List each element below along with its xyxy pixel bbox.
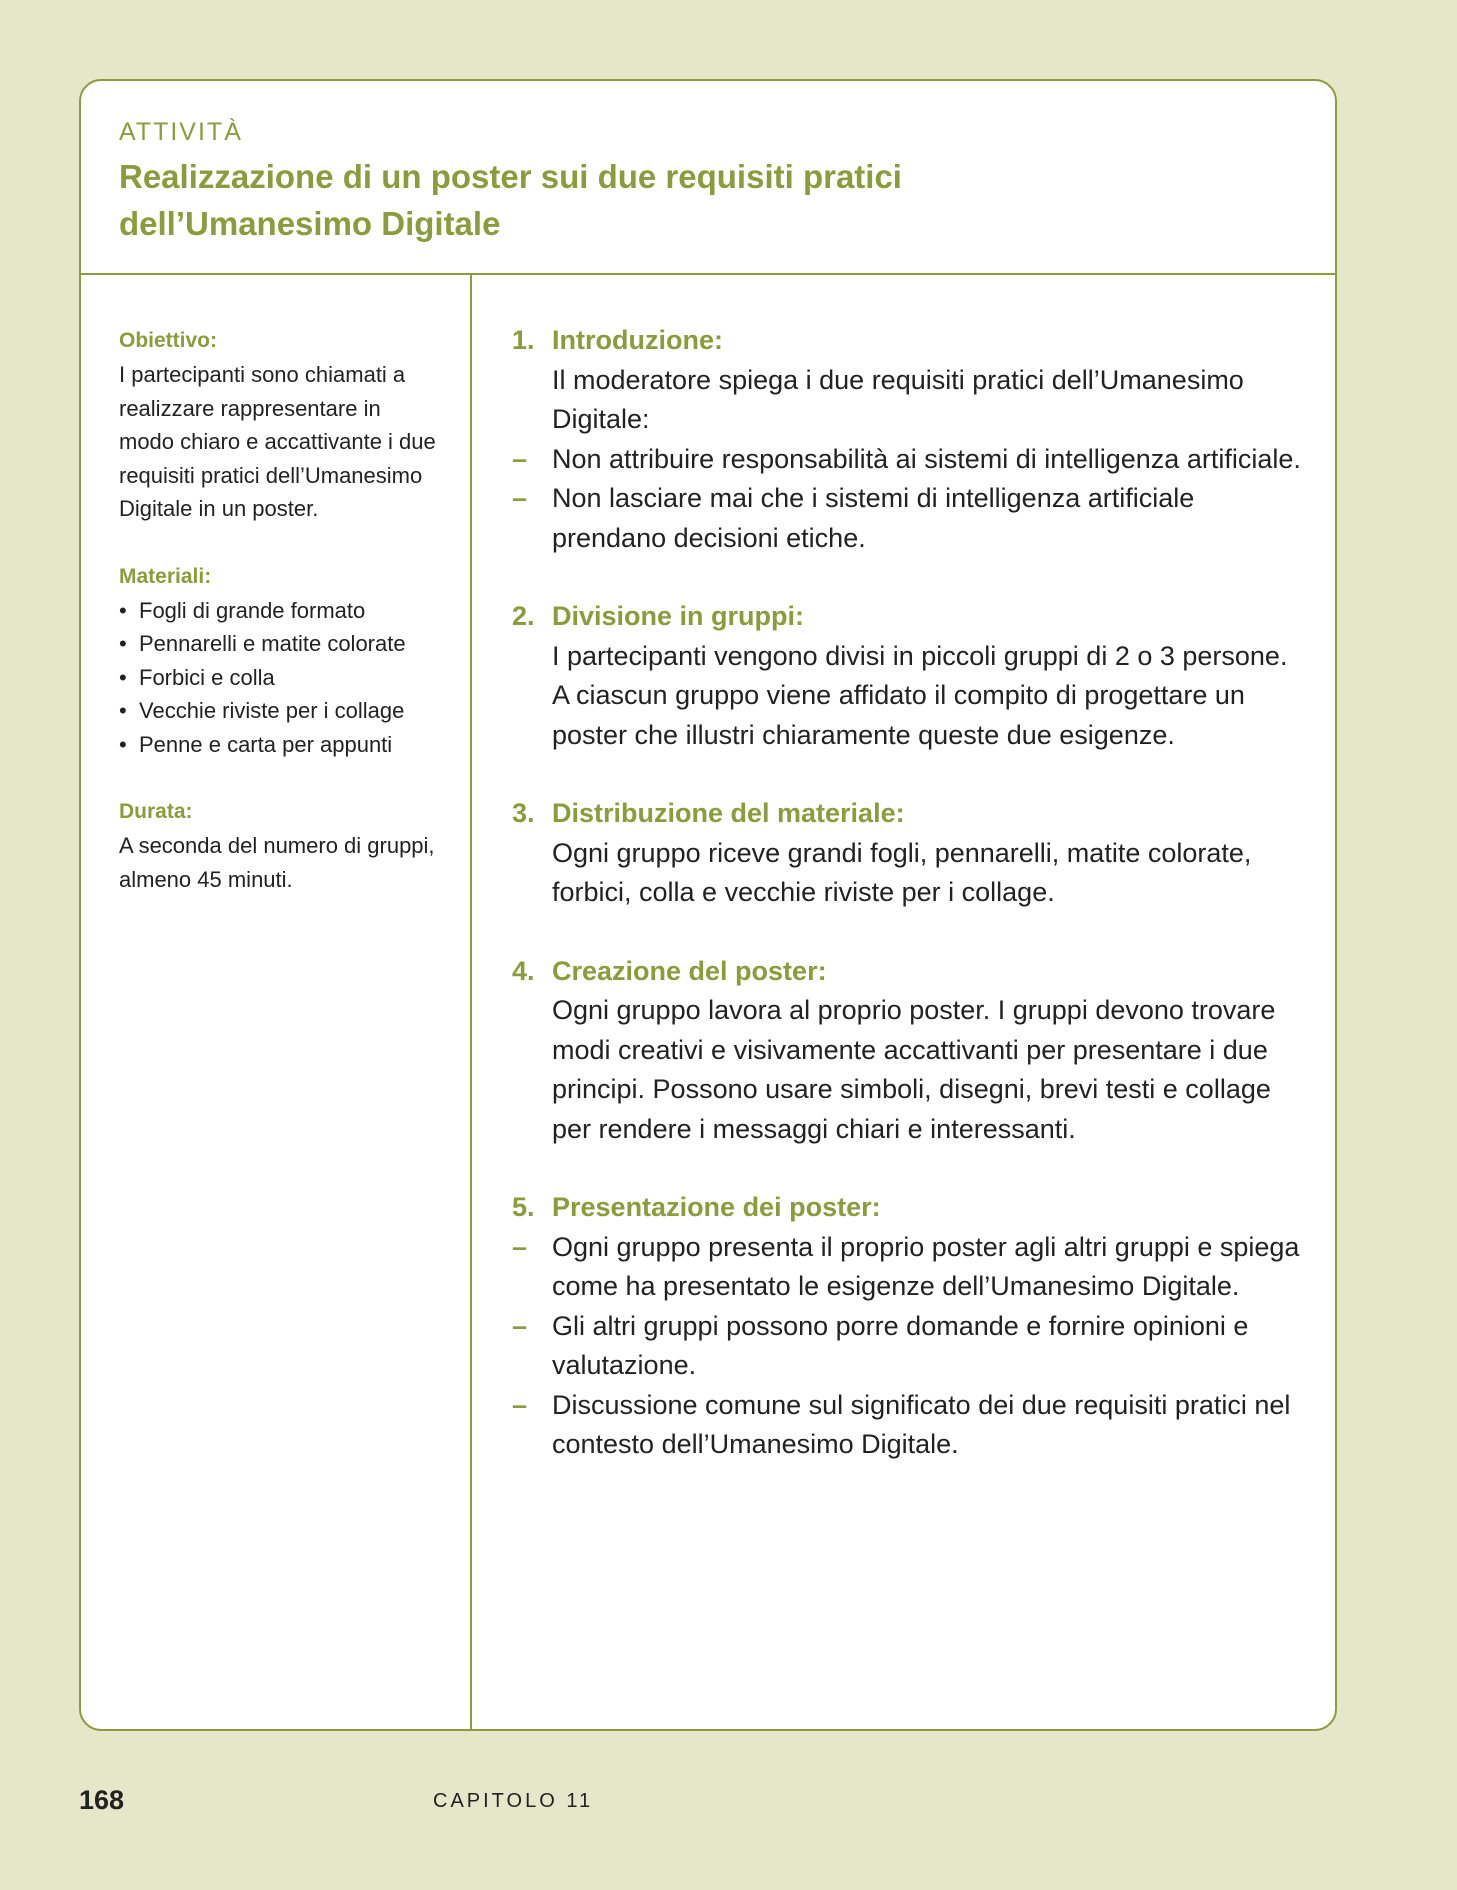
- step-heading: [512, 1188, 1305, 1228]
- bullet-icon: •: [119, 631, 127, 656]
- step-text: I partecipanti vengono divisi in piccoli gruppi di 2 o 3 persone. A ciascun gruppo viene affidato il compito di progettare un poster che illustri chiaramente queste due esigenze.: [552, 640, 1288, 750]
- dash-icon: –: [512, 1389, 528, 1420]
- dash-icon: –: [512, 443, 528, 474]
- duration-text: A seconda del numero di gruppi, almeno 45 minuti.: [119, 833, 435, 892]
- bullet-icon: •: [119, 664, 127, 690]
- step-title: Divisione in gruppi:: [552, 601, 805, 631]
- step-title: Creazione del poster:: [552, 955, 827, 986]
- list-item: • Pennarelli e matite colorate: [119, 627, 440, 661]
- card-header: [81, 81, 1335, 275]
- list-item: • Vecchie riviste per i collage: [119, 694, 440, 728]
- objective-text: I partecipanti sono chiamati a realizzare rappresentare in modo chiaro e accattivante i due requisiti pratici dell’Umanesimo Digitale in un poster.: [119, 362, 436, 521]
- list-item: • Fogli di grande formato: [119, 594, 440, 628]
- materials-section: [119, 560, 440, 762]
- step-distribuzione: [512, 794, 1305, 913]
- step-heading: [512, 321, 1305, 361]
- bullet-icon: •: [119, 731, 127, 757]
- dash-item: – Non lasciare mai che i sistemi di intelligenza artificiale prendano decisioni etiche.: [512, 479, 1305, 558]
- dash-icon: –: [512, 483, 528, 513]
- step-heading: [512, 794, 1305, 834]
- dash-item: – Ogni gruppo presenta il proprio poster agli altri gruppi e spiega come ha presentato le esigenze dell’Umanesimo Digitale.: [512, 1228, 1305, 1307]
- materials-label: Materiali:: [119, 564, 212, 588]
- objective-label: Obiettivo:: [119, 329, 217, 352]
- step-title: Introduzione:: [552, 325, 723, 355]
- duration-label: Durata:: [119, 800, 193, 823]
- page-number: 168: [79, 1785, 125, 1815]
- list-item: • Forbici e colla: [119, 661, 440, 695]
- step-number: 1.: [512, 325, 535, 355]
- bullet-icon: •: [119, 597, 127, 623]
- step-text: Ogni gruppo riceve grandi fogli, pennarelli, matite colorate, forbici, colla e vecchie riviste per i collage.: [552, 837, 1252, 907]
- step-creazione: [512, 952, 1305, 1150]
- dash-icon: –: [512, 1310, 528, 1341]
- steps-column: [472, 275, 1335, 1731]
- step-number: 5.: [512, 1192, 535, 1222]
- step-number: 3.: [512, 798, 535, 828]
- step-title: Distribuzione del materiale:: [552, 798, 905, 828]
- dash-icon: –: [512, 1231, 528, 1262]
- activity-kicker: ATTIVITÀ: [119, 118, 243, 146]
- dash-item: – Discussione comune sul significato dei due requisiti pratici nel contesto dell’Umanesimo Digitale.: [512, 1386, 1305, 1465]
- activity-title: Realizzazione di un poster sui due requisiti pratici dell’Umanesimo Digitale: [119, 158, 902, 242]
- dash-item: – Gli altri gruppi possono porre domande e fornire opinioni e valutazione.: [512, 1307, 1305, 1386]
- dash-item: – Non attribuire responsabilità ai sistemi di intelligenza artificiale.: [512, 440, 1305, 480]
- duration-section: [119, 795, 440, 896]
- step-text: Il moderatore spiega i due requisiti pratici dell’Umanesimo Digitale:: [552, 364, 1244, 434]
- card-body: [81, 275, 1335, 1731]
- objective-section: [119, 324, 440, 526]
- list-item: • Penne e carta per appunti: [119, 728, 440, 762]
- sidebar: [81, 275, 472, 1731]
- activity-card: [79, 79, 1337, 1731]
- chapter-label: CAPITOLO 11: [433, 1790, 594, 1812]
- step-number: 4.: [512, 955, 535, 986]
- step-divisione: [512, 597, 1305, 755]
- step-number: 2.: [512, 601, 535, 631]
- step-text: Ogni gruppo lavora al proprio poster. I gruppi devono trovare modi creativi e visivamente accattivanti per presentare i due principi. Possono usare simboli, disegni, brevi testi e collage per rendere i messaggi chiari e interessanti.: [552, 995, 1276, 1144]
- step-presentazione: [512, 1188, 1305, 1465]
- step-heading: [512, 952, 1305, 992]
- materials-list: [119, 594, 440, 762]
- bullet-icon: •: [119, 698, 127, 723]
- step-heading: [512, 597, 1305, 637]
- step-title: Presentazione dei poster:: [552, 1192, 881, 1222]
- step-introduzione: [512, 321, 1305, 558]
